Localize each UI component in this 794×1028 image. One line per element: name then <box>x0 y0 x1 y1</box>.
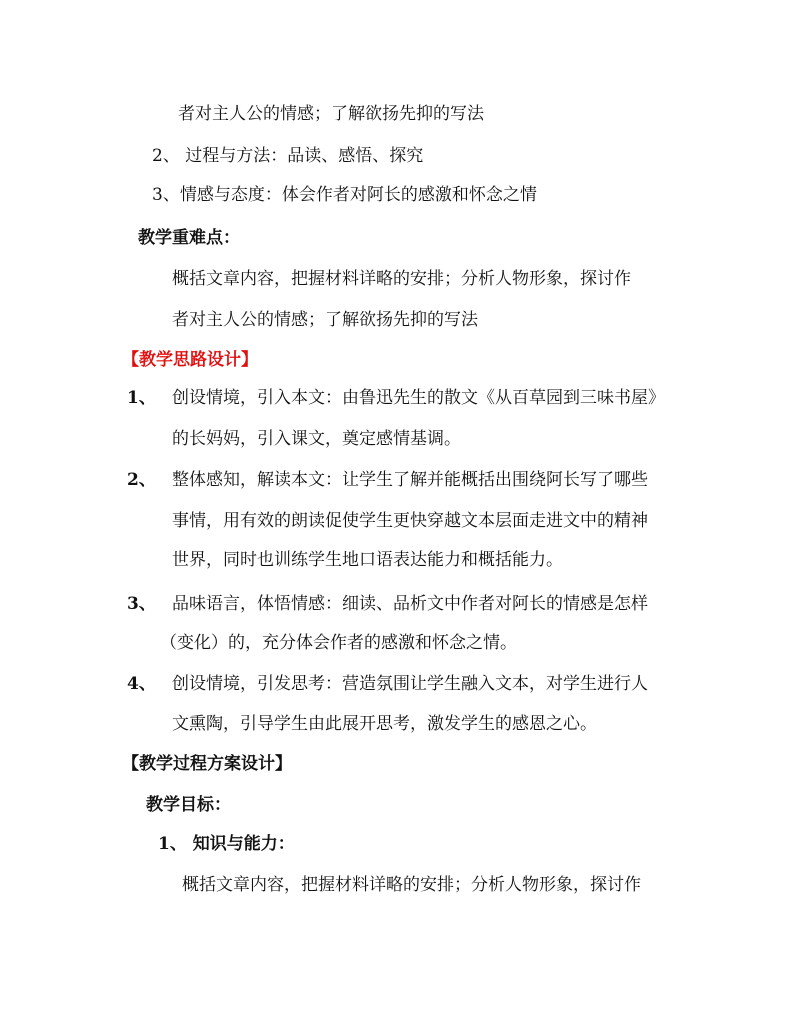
objective-item-2: 2、 过程与方法：品读、感悟、探究 <box>152 146 424 166</box>
design-item-3-number: 3、 <box>127 594 156 614</box>
design-item-1-line-2: 的长妈妈，引入课文，奠定感情基调。 <box>172 429 461 449</box>
design-item-2-number: 2、 <box>127 470 156 490</box>
key-points-heading: 教学重难点： <box>138 228 240 248</box>
process-section-heading: 【教学过程方案设计】 <box>122 754 292 774</box>
key-points-line-2: 者对主人公的情感；了解欲扬先抑的写法 <box>172 310 478 330</box>
design-item-1-line-1: 创设情境，引入本文：由鲁迅先生的散文《从百草园到三味书屋》 <box>172 388 665 408</box>
design-item-3-line-2: （变化）的，充分体会作者的感激和怀念之情。 <box>160 633 517 653</box>
continuation-text: 者对主人公的情感；了解欲扬先抑的写法 <box>178 104 484 124</box>
design-item-4-number: 4、 <box>127 674 156 694</box>
key-points-line-1: 概括文章内容，把握材料详略的安排；分析人物形象，探讨作 <box>172 269 631 289</box>
design-item-2-line-2: 事情，用有效的朗读促使学生更快穿越文本层面走进文中的精神 <box>172 511 648 531</box>
design-item-4-line-1: 创设情境，引发思考：营造氛围让学生融入文本，对学生进行人 <box>172 674 648 694</box>
design-item-3-line-1: 品味语言，体悟情感：细读、品析文中作者对阿长的情感是怎样 <box>172 594 648 614</box>
knowledge-ability-item: 1、 知识与能力： <box>158 834 295 854</box>
design-item-2-line-1: 整体感知，解读本文：让学生了解并能概括出围绕阿长写了哪些 <box>172 470 648 490</box>
design-item-4-line-2: 文熏陶，引导学生由此展开思考，激发学生的感恩之心。 <box>172 714 597 734</box>
design-section-heading: 【教学思路设计】 <box>122 350 258 370</box>
teaching-goals-label: 教学目标： <box>146 795 231 815</box>
design-item-1-number: 1、 <box>127 388 156 408</box>
process-bottom-line: 概括文章内容，把握材料详略的安排；分析人物形象，探讨作 <box>182 875 641 895</box>
objective-item-3: 3、情感与态度：体会作者对阿长的感激和怀念之情 <box>152 185 537 205</box>
design-item-2-line-3: 世界，同时也训练学生地口语表达能力和概括能力。 <box>172 550 563 570</box>
